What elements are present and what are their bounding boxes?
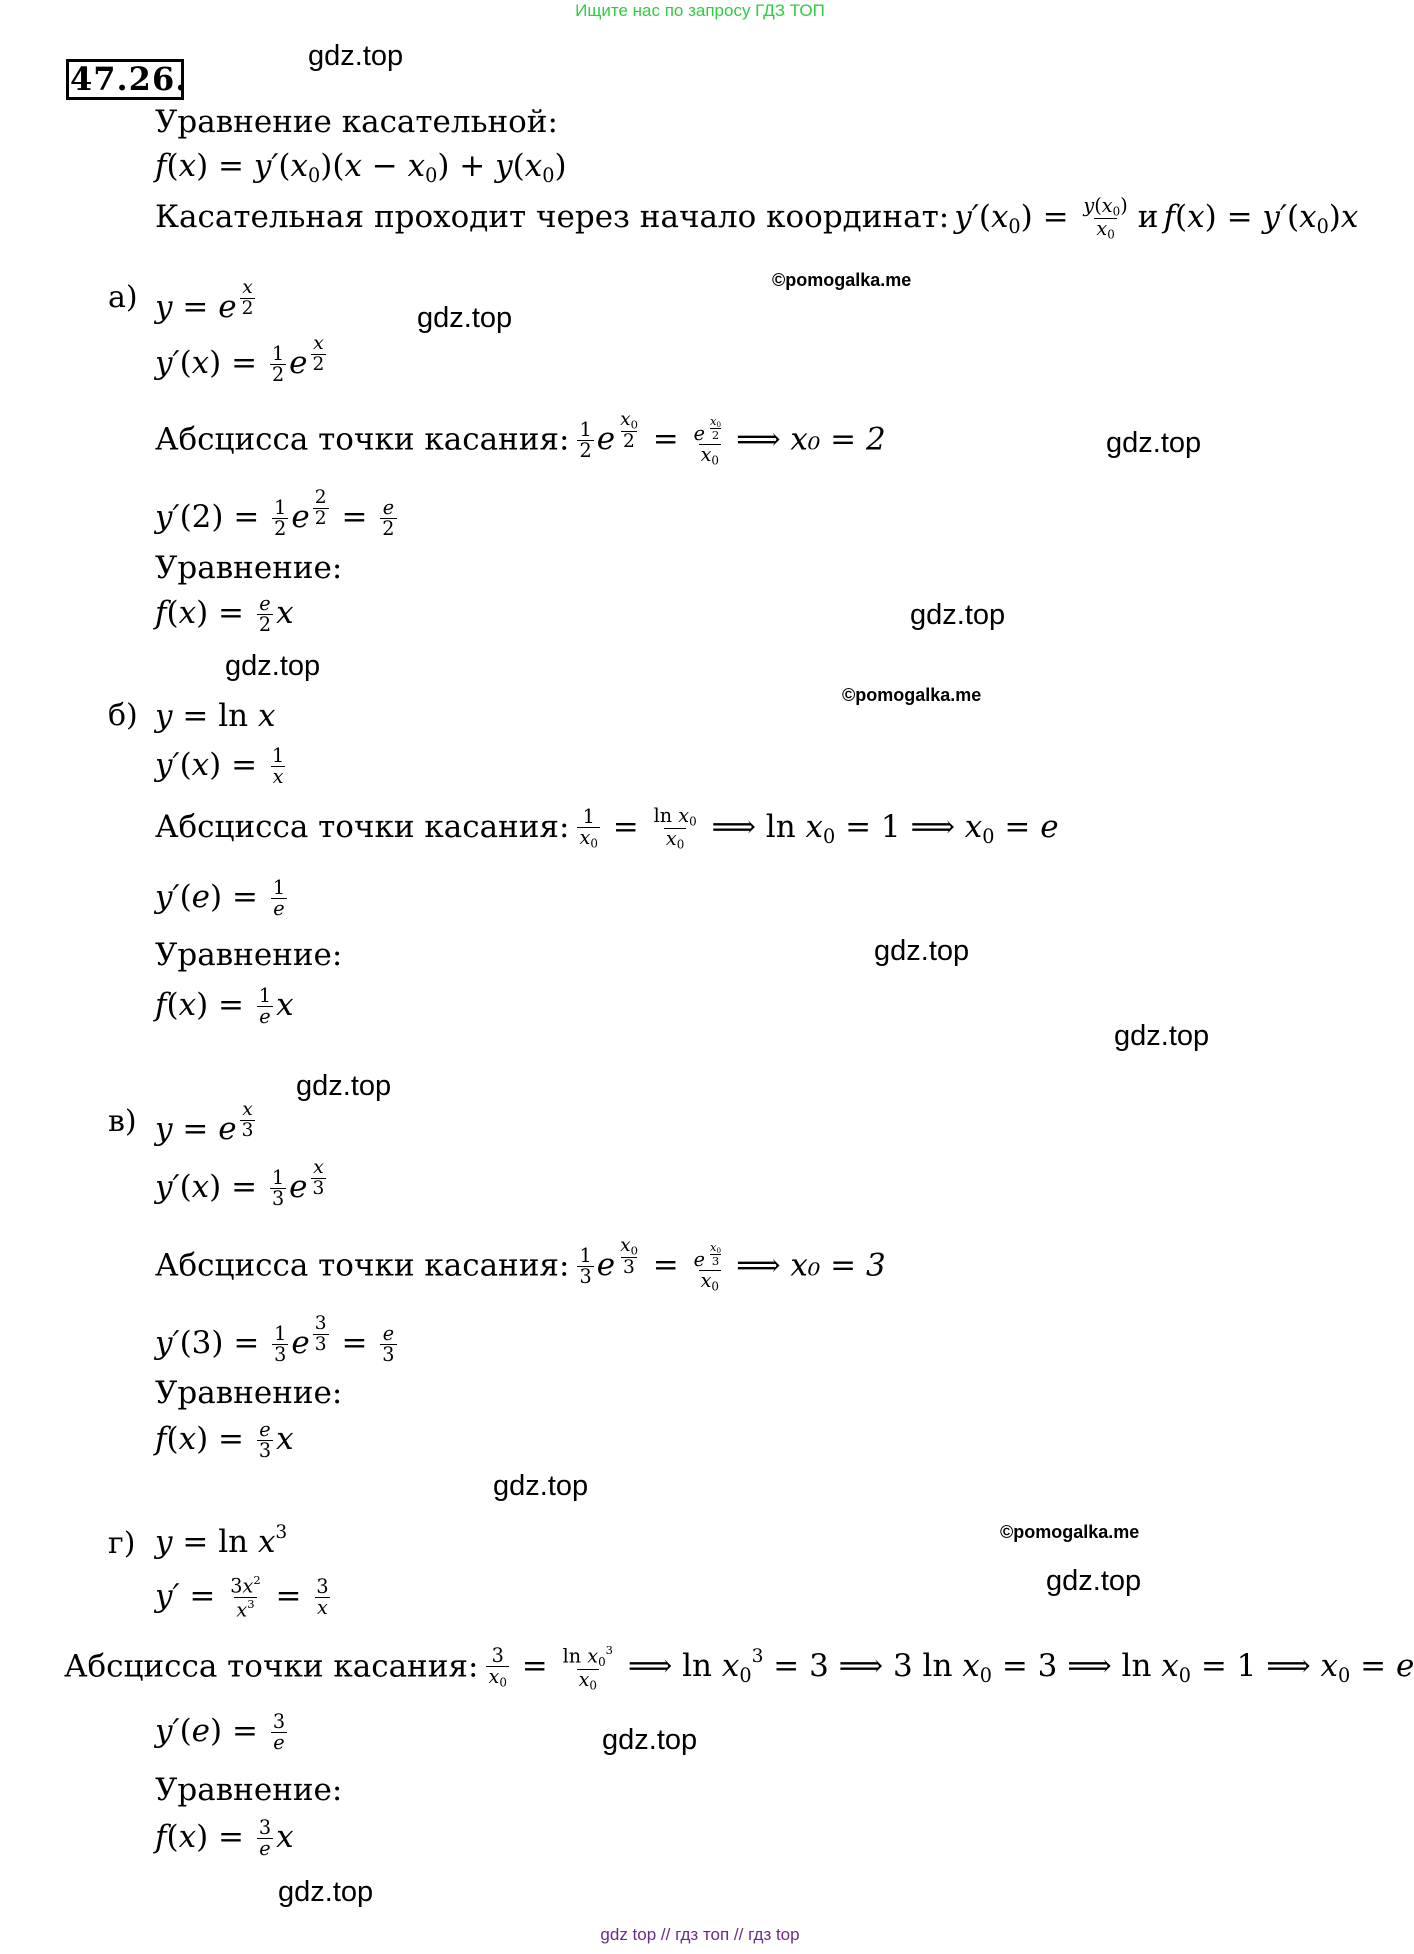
watermark-gdz: gdz.top — [602, 1724, 698, 1756]
top-banner[interactable]: Ищите нас по запросу ГДЗ ТОП — [575, 1, 825, 20]
part-b-label: б) — [108, 698, 138, 733]
watermark-pomogalka: ©pomogalka.me — [1000, 1522, 1140, 1542]
part-b-derivative: y′(x) = $\frac{1}{x}$ — [155, 744, 285, 789]
part-b-equation-label: Уравнение: — [155, 937, 343, 973]
part-a-label: а) — [108, 280, 138, 315]
part-v-slope: y′(3) = $\frac{1}{3}$ e $^{\frac{3}{3}}$ = $\frac{e}{3}$ — [155, 1313, 395, 1366]
part-a-abscissa: Абсцисса точки касания: $\frac{1}{2}$ e $^{\frac{x_0}{2}}$ = e $^{\frac{x_0}{2}}$ $x_0$ ⟹ x₀ = 2 — [155, 409, 886, 468]
part-v-derivative: y′(x) = $\frac{1}{3}$ e $^{\frac{x}{3}}$ — [155, 1157, 325, 1210]
part-a-x0-result: ⟹ x₀ = 2 — [736, 421, 886, 458]
intro-condition-and: и — [1137, 199, 1159, 236]
watermark-gdz: gdz.top — [308, 40, 404, 72]
watermark-gdz: gdz.top — [278, 1876, 374, 1908]
part-b-slope: y′(e) = $\frac{1}{e}$ — [155, 876, 286, 921]
part-g-slope: y′(e) = $\frac{3}{e}$ — [155, 1710, 286, 1755]
part-g-function: $y = \ln x^3$ — [155, 1522, 288, 1560]
part-a-derivative: y′(x) = $\frac{1}{2}$ e $^{\frac{x}{2}}$ — [155, 333, 325, 386]
part-b-equation: f(x) = $\frac{1}{e}$ x — [155, 984, 294, 1029]
part-v-abscissa: Абсцисса точки касания: $\frac{1}{3}$ e $^{\frac{x_0}{3}}$ = e $^{\frac{x_0}{3}}$ $x_0$ ⟹ x₀ = 3 — [155, 1235, 886, 1294]
intro-title: Уравнение касательной: — [155, 104, 558, 140]
watermark-gdz: gdz.top — [1114, 1020, 1210, 1052]
intro-condition-formula: $y'(x_0)$ = $\frac{y(x_0)}{x_0}$ — [954, 194, 1128, 242]
part-v-equation: f(x) = $\frac{e}{3}$ x — [155, 1418, 294, 1463]
watermark-gdz: gdz.top — [296, 1070, 392, 1102]
part-g-abscissa: Абсцисса точки касания: $\frac{3}{x_0}$ = $\frac{\ln x_0^3}{x_0}$ ⟹ $\ln x_0^3 = 3$ ⟹ 3 $\ln x_0 = 3$ ⟹ $\ln x_0 = 1$ ⟹ $x_0 = e$ — [64, 1643, 1414, 1693]
part-a-function: y = e $^{\frac{x}{2}}$ — [155, 277, 254, 325]
part-a-equation: f(x) = $\frac{e}{2}$ x — [155, 592, 294, 637]
watermark-gdz: gdz.top — [910, 599, 1006, 631]
part-a-slope: y′(2) = $\frac{1}{2}$ e $^{\frac{2}{2}}$ = $\frac{e}{2}$ — [155, 487, 395, 540]
watermark-gdz: gdz.top — [874, 935, 970, 967]
intro-condition-text: Касательная проходит через начало координат: — [155, 199, 950, 236]
part-g-derivative: y′ = $\frac{3x^2}{x^3}$ = $\frac{3}{x}$ — [155, 1573, 329, 1622]
part-a-equation-label: Уравнение: — [155, 550, 343, 586]
watermark-gdz: gdz.top — [493, 1470, 589, 1502]
part-b-abscissa-label: Абсцисса точки касания: — [155, 809, 570, 846]
part-g-equation-label: Уравнение: — [155, 1772, 343, 1808]
watermark-gdz: gdz.top — [417, 302, 513, 334]
watermark-gdz: gdz.top — [225, 650, 321, 682]
intro-formula: $f(x) = y'(x_0)(x - x_0) + y(x_0)$ — [155, 148, 567, 187]
part-v-label: в) — [108, 1104, 137, 1139]
part-b-abscissa: Абсцисса точки касания: $\frac{1}{x_0}$ = $\frac{\ln x_0}{x_0}$ ⟹ $\ln x_0 = 1$ ⟹ $x_0 = e$ — [155, 804, 1059, 852]
watermark-gdz: gdz.top — [1046, 1565, 1142, 1597]
part-v-equation-label: Уравнение: — [155, 1375, 343, 1411]
part-a-abscissa-label: Абсцисса точки касания: — [155, 421, 570, 458]
part-g-equation: f(x) = $\frac{3}{e}$ x — [155, 1816, 294, 1861]
part-v-abscissa-label: Абсцисса точки касания: — [155, 1247, 570, 1284]
watermark-gdz: gdz.top — [1106, 427, 1202, 459]
intro-condition-formula-2: $f(x) = y'(x_0)x$ — [1163, 199, 1359, 238]
footer-links[interactable]: gdz top // гдз топ // гдз top — [600, 1925, 800, 1944]
part-g-label: г) — [108, 1526, 136, 1561]
watermark-pomogalka: ©pomogalka.me — [842, 685, 982, 705]
problem-number: 47.26. — [70, 60, 188, 98]
watermark-pomogalka: ©pomogalka.me — [772, 270, 912, 290]
part-v-x0-result: ⟹ x₀ = 3 — [736, 1247, 886, 1284]
part-v-function: y = e $^{\frac{x}{3}}$ — [155, 1099, 254, 1147]
intro-condition-line — [155, 196, 1358, 241]
part-b-function: y = ln x — [155, 698, 276, 734]
part-g-abscissa-label: Абсцисса точки касания: — [64, 1648, 479, 1685]
